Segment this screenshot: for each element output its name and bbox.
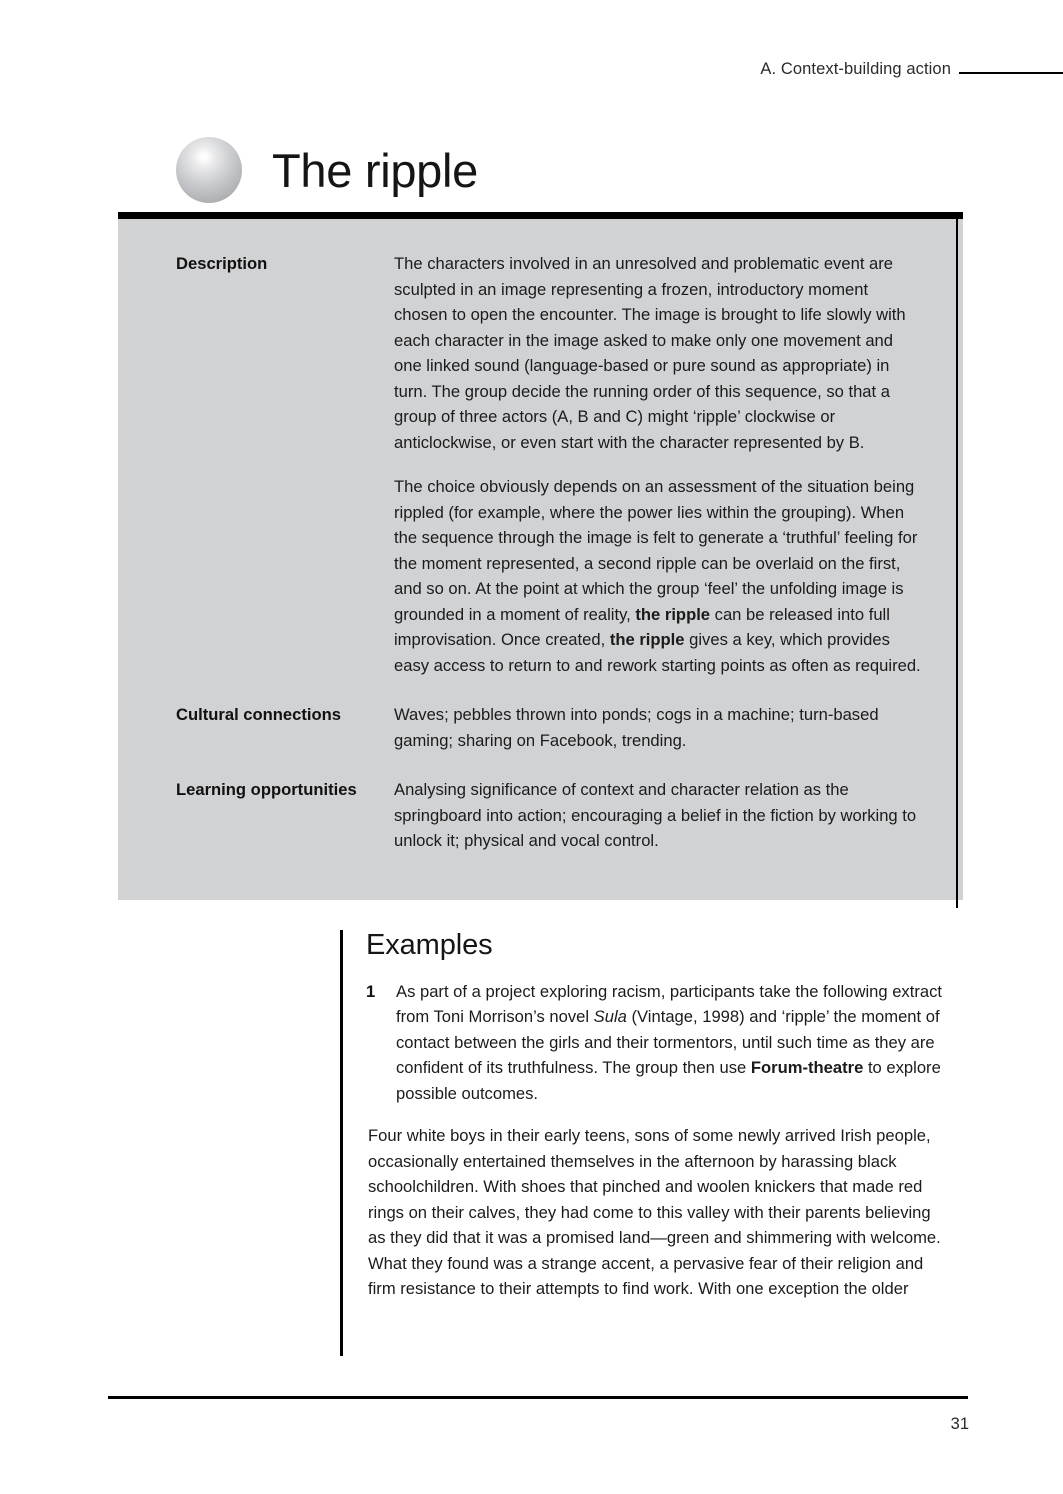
paragraph: Waves; pebbles thrown into ponds; cogs in a machine; turn-based gaming; sharing on Facebook, trending. — [394, 705, 879, 750]
page-title: The ripple — [272, 143, 478, 197]
info-panel-right-rule — [956, 212, 958, 908]
running-head-label: A. Context-building action — [760, 60, 951, 78]
paragraph: The choice obviously depends on an assessment of the situation being rippled (for example, where the power lies within the grouping). When the sequence through the image is felt to generate a ‘truthful’ feeling for the moment represented, a second ripple can be overlaid on the first, and so on. At the point at which the group ‘feel’ the unfolding image is grounded in a moment of reality, the ripple can be released into full improvisation. Once created, the ripple gives a key, which provides easy access to return to and rework starting points as often as required. — [394, 477, 921, 675]
example-body — [396, 979, 960, 1107]
paragraph: As part of a project exploring racism, participants take the following extract from Toni Morrison’s novel Sula (Vintage, 1998) and ‘ripple’ the moment of contact between the girls and their tormentors, until such time as they are confident of its truthfulness. The group then use Forum-theatre to explore possible outcomes. — [396, 981, 943, 1103]
page-number: 31 — [950, 1415, 969, 1433]
running-head — [0, 60, 1063, 84]
info-panel-row — [118, 777, 963, 854]
running-head-rule — [959, 72, 1063, 74]
info-panel-row-label: Cultural connections — [176, 705, 342, 724]
info-panel-row — [118, 251, 963, 678]
paragraph: Analysing significance of context and character relation as the springboard into action; encouraging a belief in the fiction by working to unlock it; physical and vocal control. — [394, 780, 917, 850]
footer-rule — [108, 1396, 968, 1399]
paragraph: The characters involved in an unresolved and problematic event are sculpted in an image representing a frozen, introductory moment chosen to open the encounter. The image is brought to life slowly with each character in the image asked to make only one movement and one linked sound (language-based or pure sound as appropriate) in turn. The group decide the running order of this sequence, so that a group of three actors (A, B and C) might ‘ripple’ clockwise or anticlockwise, or even start with the character represented by B. — [394, 254, 906, 452]
sphere-icon — [176, 137, 242, 203]
example-item — [366, 979, 960, 1107]
info-panel-row-label: Learning opportunities — [176, 780, 357, 799]
info-panel-row-body — [394, 702, 963, 753]
examples-section — [340, 928, 960, 1302]
info-panel-row-label: Description — [176, 254, 268, 273]
example-blockquote: Four white boys in their early teens, sons of some newly arrived Irish people, occasionally entertained themselves in the afternoon by harassing black schoolchildren. With shoes that pinched and woolen knickers that made red rings on their calves, they had come to this valley with their parents believing as they did that it was a promised land—green and shimmering with welcome. What they found was a strange accent, a pervasive fear of their religion and firm resistance to their attempts to find work. With one exception the older — [368, 1126, 941, 1299]
info-panel-rows — [118, 219, 963, 900]
info-panel-row-body — [394, 251, 963, 678]
example-entry — [340, 979, 960, 1302]
example-number: 1 — [366, 981, 376, 1001]
page-title-block — [176, 128, 478, 212]
info-panel — [118, 212, 963, 900]
info-panel-row — [118, 702, 963, 753]
examples-heading: Examples — [366, 929, 493, 961]
info-panel-row-body — [394, 777, 963, 854]
examples-list — [340, 979, 960, 1302]
